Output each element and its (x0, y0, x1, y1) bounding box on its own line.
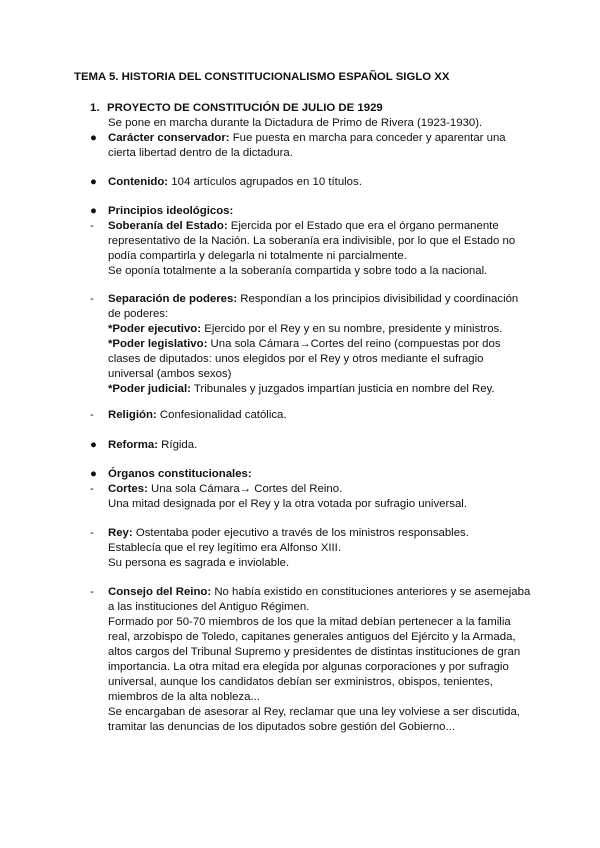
section-heading (0, 101, 600, 131)
religion-text: Confesionalidad católica. (156, 409, 287, 421)
consejo-label: Consejo del Reino: (108, 586, 212, 598)
list-item-contenido (0, 175, 600, 190)
list-item-cortes (0, 482, 600, 512)
consejo-text: No había existido en constituciones anteriores y se asemejaba a las instituciones del Antiguo Régimen. (108, 586, 531, 613)
caracter-text: Fue puesta en marcha para conceder y aparentar una cierta libertad dentro de la dictadura. (108, 132, 506, 159)
bullet-icon: ● (90, 132, 97, 144)
cortes-label: Cortes: (108, 483, 148, 495)
contenido-label: Contenido: (108, 176, 169, 188)
bullet-icon: ● (90, 176, 97, 188)
organos-label: Órganos constitucionales: (108, 468, 252, 480)
list-item-reforma (0, 438, 600, 453)
soberania-label: Soberanía del Estado: (108, 220, 228, 232)
list-item-consejo (0, 585, 600, 735)
dash-marker: - (90, 527, 94, 539)
reforma-label: Reforma: (108, 439, 159, 451)
caracter-label: Carácter conservador: (108, 132, 230, 144)
legislativo-label: *Poder legislativo: (108, 338, 208, 350)
dash-marker: - (90, 220, 94, 232)
list-item-principios (0, 204, 600, 219)
bullet-icon: ● (90, 439, 97, 451)
cortes-text: Una sola Cámara→ Cortes del Reino. (147, 483, 343, 495)
principios-label: Principios ideológicos: (108, 205, 234, 217)
bullet-icon: ● (90, 468, 97, 480)
reforma-text: Rígida. (158, 439, 198, 451)
judicial-label: *Poder judicial: (108, 383, 191, 395)
ejecutivo-text: Ejercido por el Rey y en su nombre, presidente y ministros. (201, 323, 503, 335)
list-item-soberania (0, 219, 600, 279)
dash-marker: - (90, 409, 94, 421)
section-intro: Se pone en marcha durante la Dictadura de Primo de Rivera (1923-1930). (108, 117, 483, 129)
list-item-religion (0, 408, 600, 423)
section-number: 1. (90, 102, 100, 114)
list-item-organos (0, 467, 600, 482)
contenido-text: 104 artículos agrupados en 10 títulos. (168, 176, 362, 188)
separacion-label: Separación de poderes: (108, 293, 238, 305)
ejecutivo-label: *Poder ejecutivo: (108, 323, 202, 335)
section-heading-text: PROYECTO DE CONSTITUCIÓN DE JULIO DE 1929 (107, 102, 383, 114)
consejo-text-2: Formado por 50-70 miembros de los que la mitad debían pertenecer a la familia real, arzobispo de Toledo, capitanes generales antiguos del Ejército y la Armada, altos cargos del Tribunal Supremo y presidentes de distintas instituciones de gran importancia. La otra mitad era elegida por algunas corporaciones y por sufragio universal, aunque los candidatos debían ser exministros, obispos, tenientes, miembros de la alta nobleza... (108, 616, 521, 703)
bullet-icon: ● (90, 205, 97, 217)
soberania-text-2: Se oponía totalmente a la soberanía compartida y sobre todo a la nacional. (108, 265, 488, 277)
consejo-text-3: Se encargaban de asesorar al Rey, reclamar que una ley volviese a ser discutida, tramitar las denuncias de los diputados sobre gestión del Gobierno... (108, 706, 520, 733)
list-item-rey (0, 526, 600, 571)
legislativo-text: Una sola Cámara→Cortes del reino (compuestas por dos clases de diputados: unos elegidos por el Rey y otros mediante el sufragio universal (ambos sexos) (108, 338, 501, 380)
page-title: TEMA 5. HISTORIA DEL CONSTITUCIONALISMO ESPAÑOL SIGLO XX (74, 71, 450, 83)
rey-text-2: Establecía que el rey legítimo era Alfonso XIII. (108, 542, 342, 554)
list-item-caracter (0, 131, 600, 161)
rey-label: Rey: (108, 527, 133, 539)
cortes-text-2: Una mitad designada por el Rey y la otra votada por sufragio universal. (108, 498, 468, 510)
soberania-text: Ejercida por el Estado que era el órgano permanente representativo de la Nación. La soberanía era indivisible, por lo que el Estado no podía compartirla y delegarla ni totalmente ni parcialmente. (108, 220, 516, 262)
dash-marker: - (90, 293, 94, 305)
rey-text: Ostentaba poder ejecutivo a través de los ministros responsables. (132, 527, 469, 539)
dash-marker: - (90, 586, 94, 598)
dash-marker: - (90, 483, 94, 495)
separacion-text: Respondían a los principios divisibilidad y coordinación de poderes: (108, 293, 519, 320)
religion-label: Religión: (108, 409, 157, 421)
judicial-text: Tribunales y juzgados impartían justicia en nombre del Rey. (190, 383, 495, 395)
list-item-separacion (0, 292, 600, 397)
rey-text-3: Su persona es sagrada e inviolable. (108, 557, 290, 569)
